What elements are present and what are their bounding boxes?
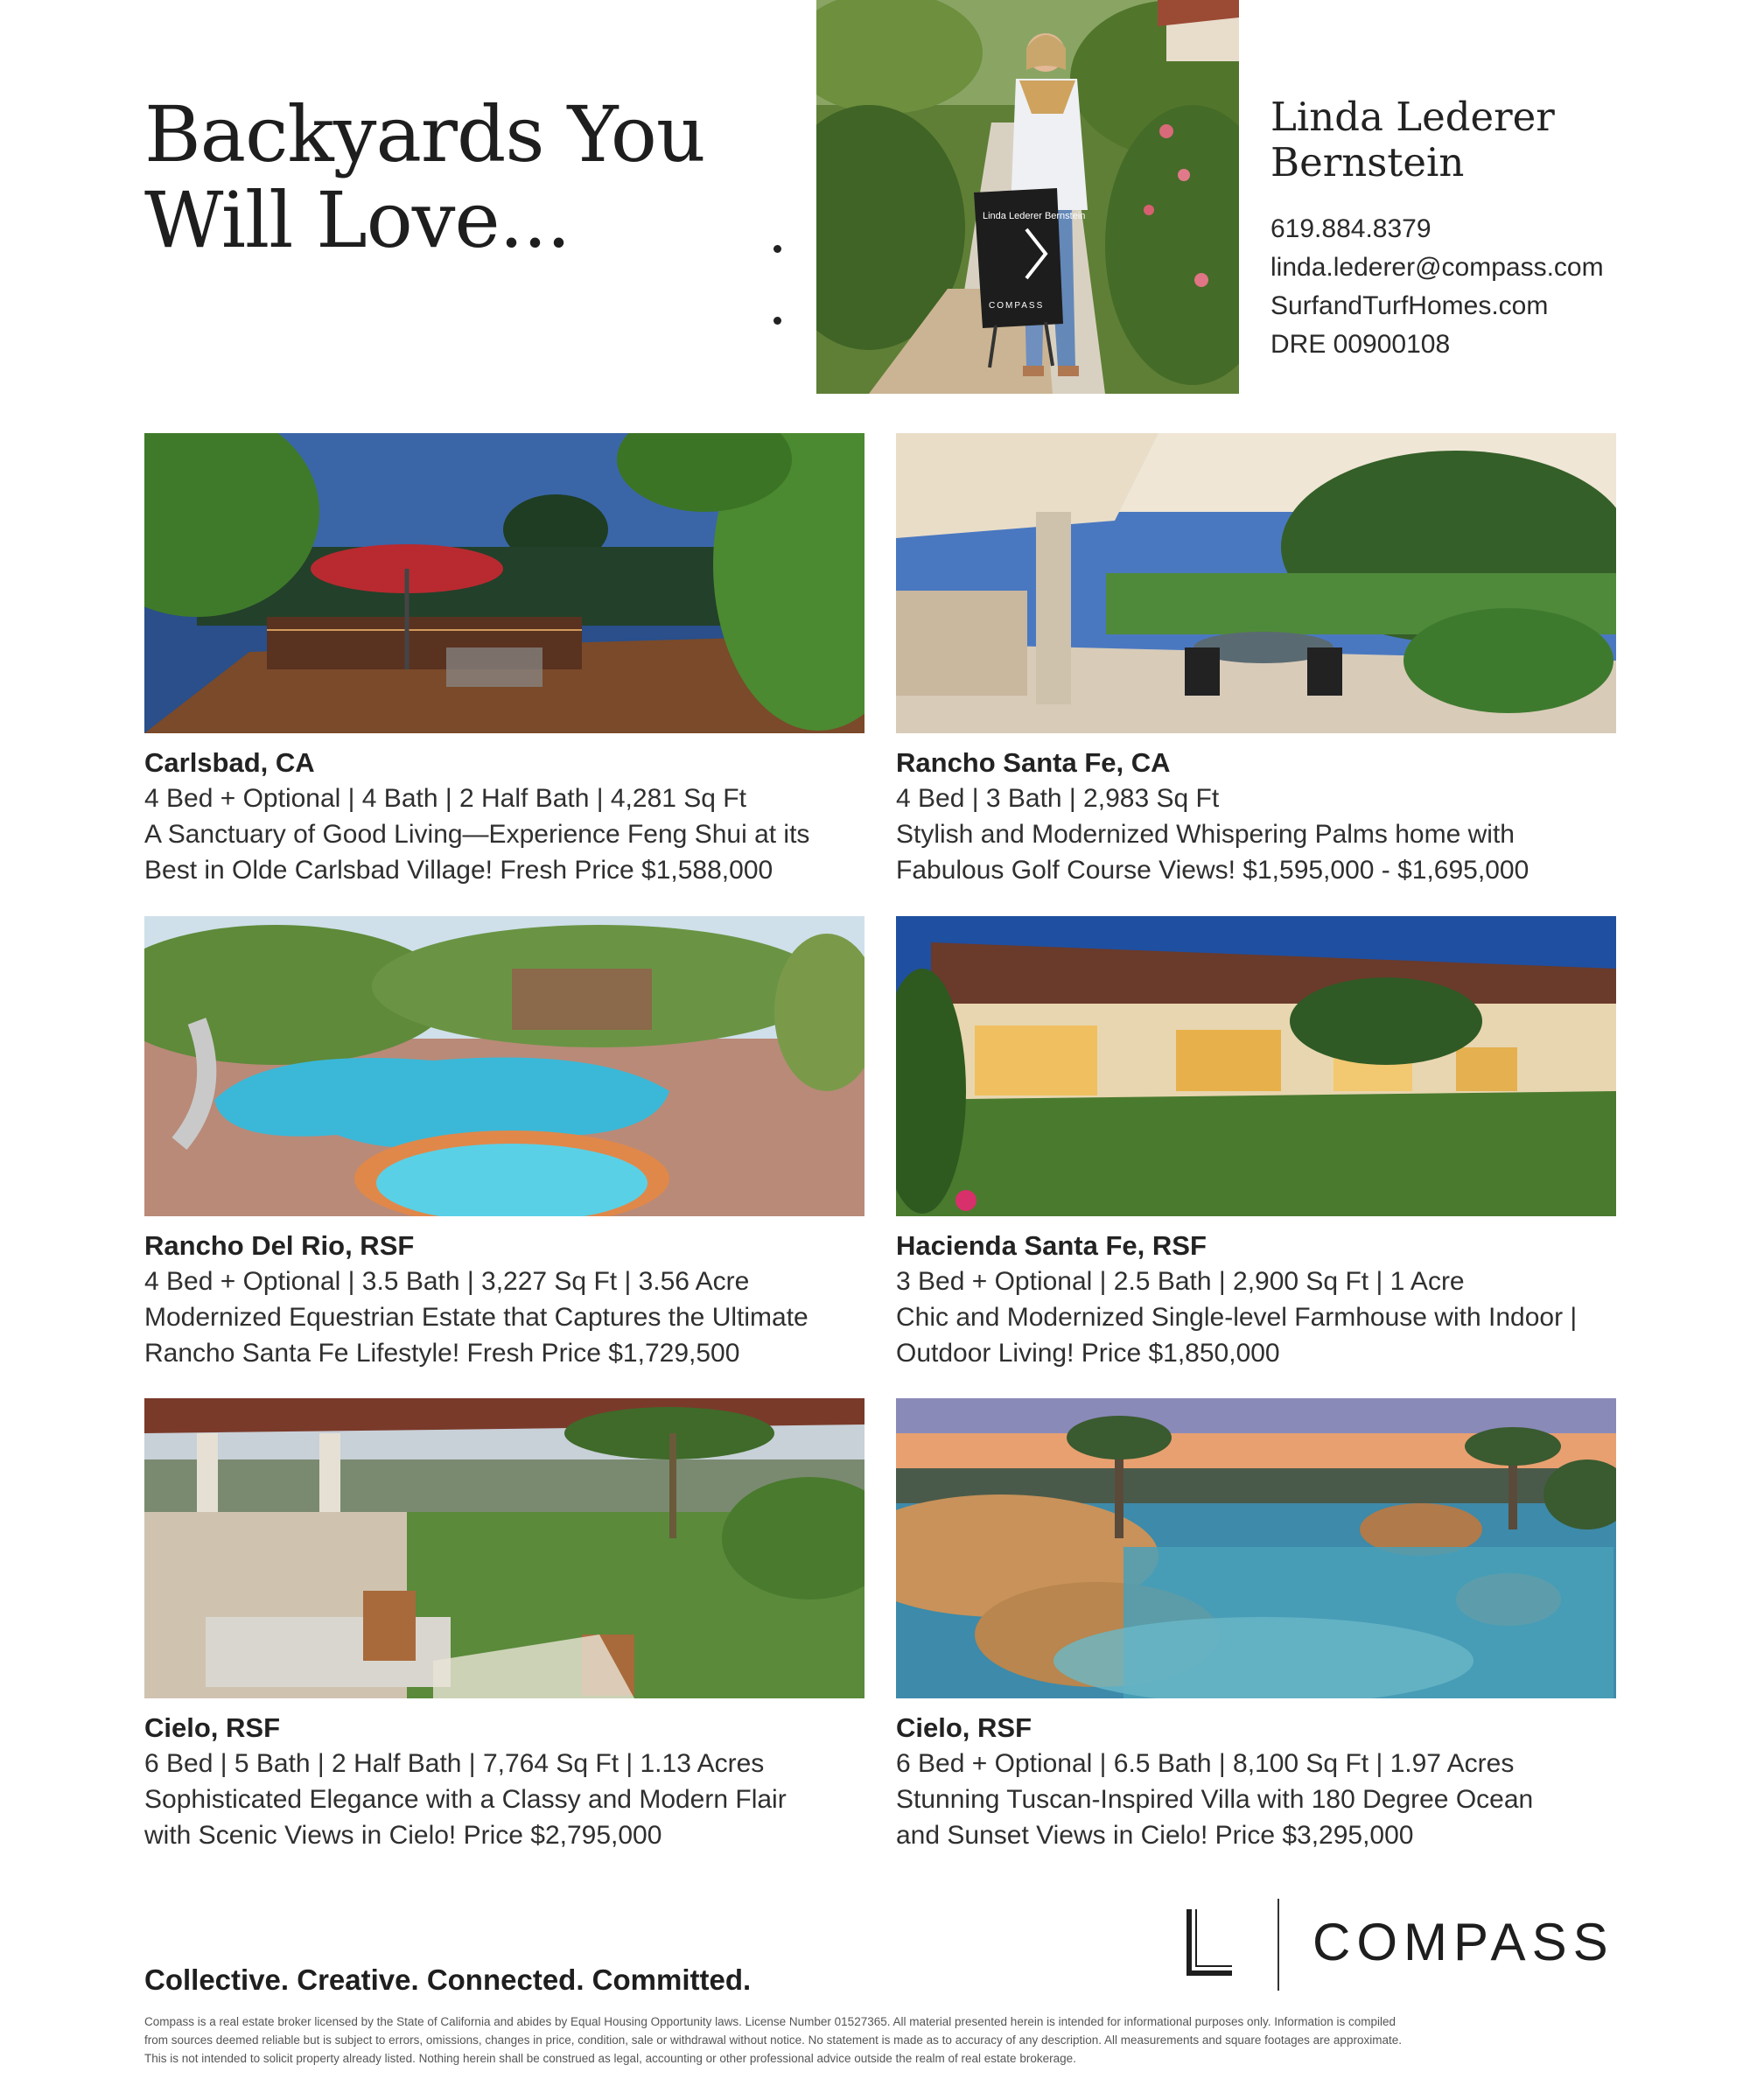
listing-specs: 3 Bed + Optional | 2.5 Bath | 2,900 Sq Ft | 1 Acre <box>896 1267 1465 1296</box>
page-headline <box>144 89 757 265</box>
listing-card <box>144 916 864 1371</box>
disclaimer-line: This is not intended to solicit property already listed. Nothing herein shall be construed as legal, accounting or other professional advice outside the realm of real estate brokerage. <box>144 2052 1076 2065</box>
footer-tagline: Collective. Creative. Connected. Committed. <box>144 1964 752 1996</box>
agent-email[interactable]: linda.lederer@compass.com <box>1270 253 1604 282</box>
listing-photo <box>144 433 864 733</box>
listing-city: Carlsbad, CA <box>144 747 315 778</box>
listing-description: Best in Olde Carlsbad Village! Fresh Price $1,588,000 <box>144 856 774 885</box>
listing-card <box>896 433 1616 888</box>
listing-description: Chic and Modernized Single-level Farmhouse with Indoor | <box>896 1303 1578 1332</box>
listing-specs: 4 Bed | 3 Bath | 2,983 Sq Ft <box>896 784 1220 813</box>
listing-description: Stylish and Modernized Whispering Palms home with <box>896 820 1515 849</box>
disclaimer-line: from sources deemed reliable but is subject to errors, omissions, changes in price, condition, sale or withdrawal without notice. No statement is made as to accuracy of any description. All measurements and square footages are approximate. <box>144 2034 1402 2047</box>
decorative-dot <box>774 245 781 253</box>
listing-city: Cielo, RSF <box>896 1712 1032 1743</box>
decorative-dot <box>774 317 781 325</box>
listing-photo <box>144 1398 864 1698</box>
headline-line-2: Will Love... <box>144 175 570 265</box>
listing-description: and Sunset Views in Cielo! Price $3,295,000 <box>896 1821 1414 1850</box>
listing-description: with Scenic Views in Cielo! Price $2,795,000 <box>144 1821 662 1850</box>
compass-logo: COMPASS <box>1312 1913 1614 1971</box>
logo-divider <box>1278 1899 1279 1991</box>
listing-description: Sophisticated Elegance with a Classy and Modern Flair <box>144 1785 787 1814</box>
listing-description: Rancho Santa Fe Lifestyle! Fresh Price $1,729,500 <box>144 1339 740 1368</box>
headline-line-1: Backyards You <box>144 89 705 179</box>
listing-photo <box>896 433 1616 733</box>
listing-photo <box>896 1398 1616 1698</box>
sign-brand: COMPASS <box>989 301 1045 311</box>
listing-city: Cielo, RSF <box>144 1712 281 1743</box>
footer-disclaimer <box>144 2012 1614 2068</box>
listing-description: Stunning Tuscan-Inspired Villa with 180 Degree Ocean <box>896 1785 1534 1814</box>
listing-city: Rancho Santa Fe, CA <box>896 747 1171 778</box>
listing-card <box>144 433 864 888</box>
l-logo-icon <box>1183 1908 1236 1982</box>
listing-specs: 6 Bed | 5 Bath | 2 Half Bath | 7,764 Sq Ft | 1.13 Acres <box>144 1749 765 1778</box>
listing-description: Outdoor Living! Price $1,850,000 <box>896 1339 1280 1368</box>
listing-card <box>144 1398 864 1853</box>
listing-city: Rancho Del Rio, RSF <box>144 1230 415 1261</box>
agent-name-line-2: Bernstein <box>1270 139 1465 186</box>
agent-name <box>1270 94 1726 186</box>
sign-text: Linda Lederer Bernstein <box>983 211 1086 221</box>
listing-description: A Sanctuary of Good Living—Experience Feng Shui at its <box>144 820 810 849</box>
listing-specs: 6 Bed + Optional | 6.5 Bath | 8,100 Sq Ft | 1.97 Acres <box>896 1749 1515 1778</box>
listing-photo <box>896 916 1616 1216</box>
listing-description: Fabulous Golf Course Views! $1,595,000 - $1,695,000 <box>896 856 1530 885</box>
agent-license: DRE 00900108 <box>1270 330 1451 359</box>
listing-specs: 4 Bed + Optional | 3.5 Bath | 3,227 Sq Ft | 3.56 Acre <box>144 1267 750 1296</box>
listing-photo <box>144 916 864 1216</box>
listing-card <box>896 1398 1616 1853</box>
agent-website[interactable]: SurfandTurfHomes.com <box>1270 291 1549 320</box>
agent-photo <box>816 0 1239 394</box>
listing-city: Hacienda Santa Fe, RSF <box>896 1230 1207 1261</box>
agent-contact <box>1270 210 1743 364</box>
agent-name-line-1: Linda Lederer <box>1270 94 1555 140</box>
listing-specs: 4 Bed + Optional | 4 Bath | 2 Half Bath | 4,281 Sq Ft <box>144 784 746 813</box>
agent-phone[interactable]: 619.884.8379 <box>1270 214 1432 243</box>
disclaimer-line: Compass is a real estate broker licensed by the State of California and abides by Equal Housing Opportunity laws. License Number 01527365. All material presented herein is intended for informational purposes only. Information is compiled <box>144 2015 1396 2028</box>
listing-description: Modernized Equestrian Estate that Captures the Ultimate <box>144 1303 808 1332</box>
listing-card <box>896 916 1616 1371</box>
